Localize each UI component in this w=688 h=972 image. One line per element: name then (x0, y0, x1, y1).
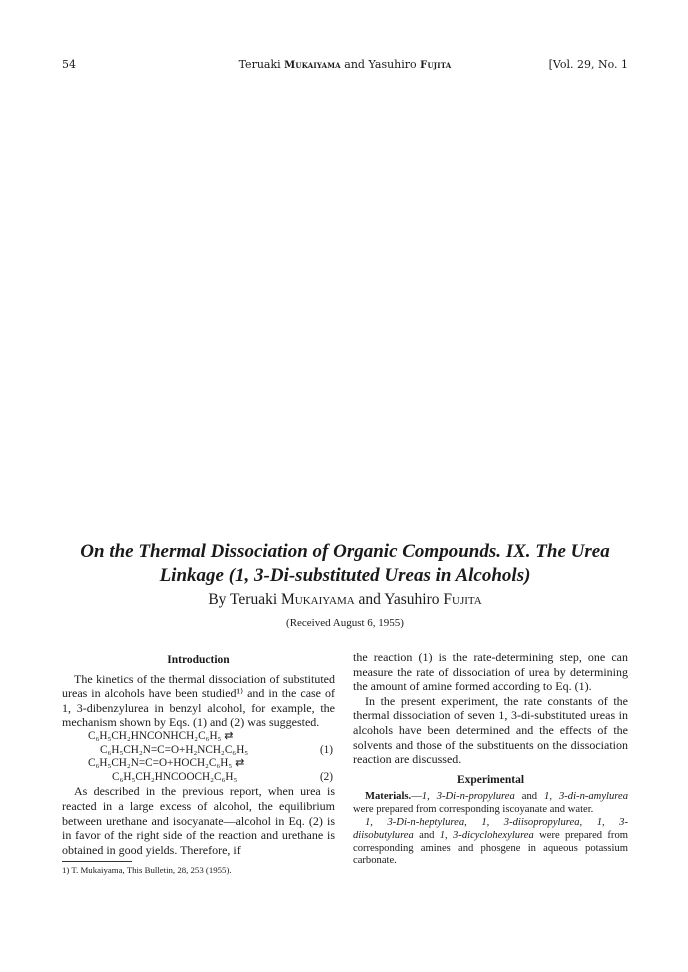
paper-title (62, 540, 628, 588)
section-heading-introduction: Introduction (167, 654, 230, 666)
right-column (353, 650, 628, 868)
byline: By Teruaki Mukaiyama and Yasuhiro Fujita (208, 591, 482, 608)
equation-2-line-1: C₆H₅CH₂N=C=O+HOCH₂C₆H₅ ⇄ (88, 757, 245, 770)
left-column (62, 653, 335, 876)
equation-2-line-2: C₆H₅CH₂HNCOOCH₂C₆H₅ (2) (112, 770, 333, 783)
header-authors: Teruaki Mukaiyama and Yasuhiro Fujita (238, 58, 452, 71)
title-line-2: Linkage (1, 3-Di-substituted Ureas in Alcohols) (159, 565, 531, 586)
right-paragraph-2: In the present experiment, the rate constants of the thermal dissociation of seven 1, 3-di-substituted ureas in alcohols have been determined and the effects of the solvents and those of the substituents on the dissociation reaction are discussed. (353, 693, 628, 767)
equation-2-number: (2) (319, 770, 333, 783)
footnote-divider (62, 861, 132, 862)
equation-1-line-2: C₆H₅CH₂N=C=O+H₂NCH₂C₆H₅ (1) (100, 743, 333, 756)
running-header (62, 58, 628, 74)
intro-paragraph-1: The kinetics of the thermal dissociation of substituted ureas in alcohols have been studied¹⁾ and in the case of 1, 3-dibenzylurea in benzyl alcohol, for example, the mechanism shown by Eqs. (1) and (2) was suggested. (62, 671, 335, 730)
materials-paragraph-1: Materials.—1, 3-Di-n-propylurea and 1, 3-di-n-amylurea were prepared from corresponding iscoyanate and water. (353, 791, 629, 816)
equation-1-number: (1) (319, 743, 333, 756)
page-number: 54 (62, 58, 76, 71)
right-paragraph-1: the reaction (1) is the rate-determining step, one can measure the rate of dissociation of urea by determining the amount of amine formed according to Eq. (1). (353, 650, 628, 694)
equation-1-line-1: C₆H₅CH₂HNCONHCH₂C₆H₅ ⇄ (88, 729, 234, 742)
materials-paragraph-2: 1, 3-Di-n-heptylurea, 1, 3-diisopropylurea, 1, 3-diisobutylurea and 1, 3-dicyclohexylurea were prepared from corresponding amines and phosgene in aqueous potassium carbonate. (353, 816, 628, 867)
section-heading-experimental: Experimental (456, 773, 525, 786)
volume-info: [Vol. 29, No. 1 (548, 58, 628, 71)
intro-paragraph-2: As described in the previous report, when urea is reacted in a large excess of alcohol, the equilibrium between urethane and isocyanate—alcohol in Eq. (2) is in favor of the right side of the reaction and urethane is obtained in good yields. Therefore, if (62, 784, 335, 857)
received-date: (Received August 6, 1955) (286, 617, 404, 629)
footnote-1: 1) T. Mukaiyama, This Bulletin, 28, 253 (1955). (62, 865, 232, 876)
title-line-1: On the Thermal Dissociation of Organic Compounds. IX. The Urea (80, 541, 610, 562)
